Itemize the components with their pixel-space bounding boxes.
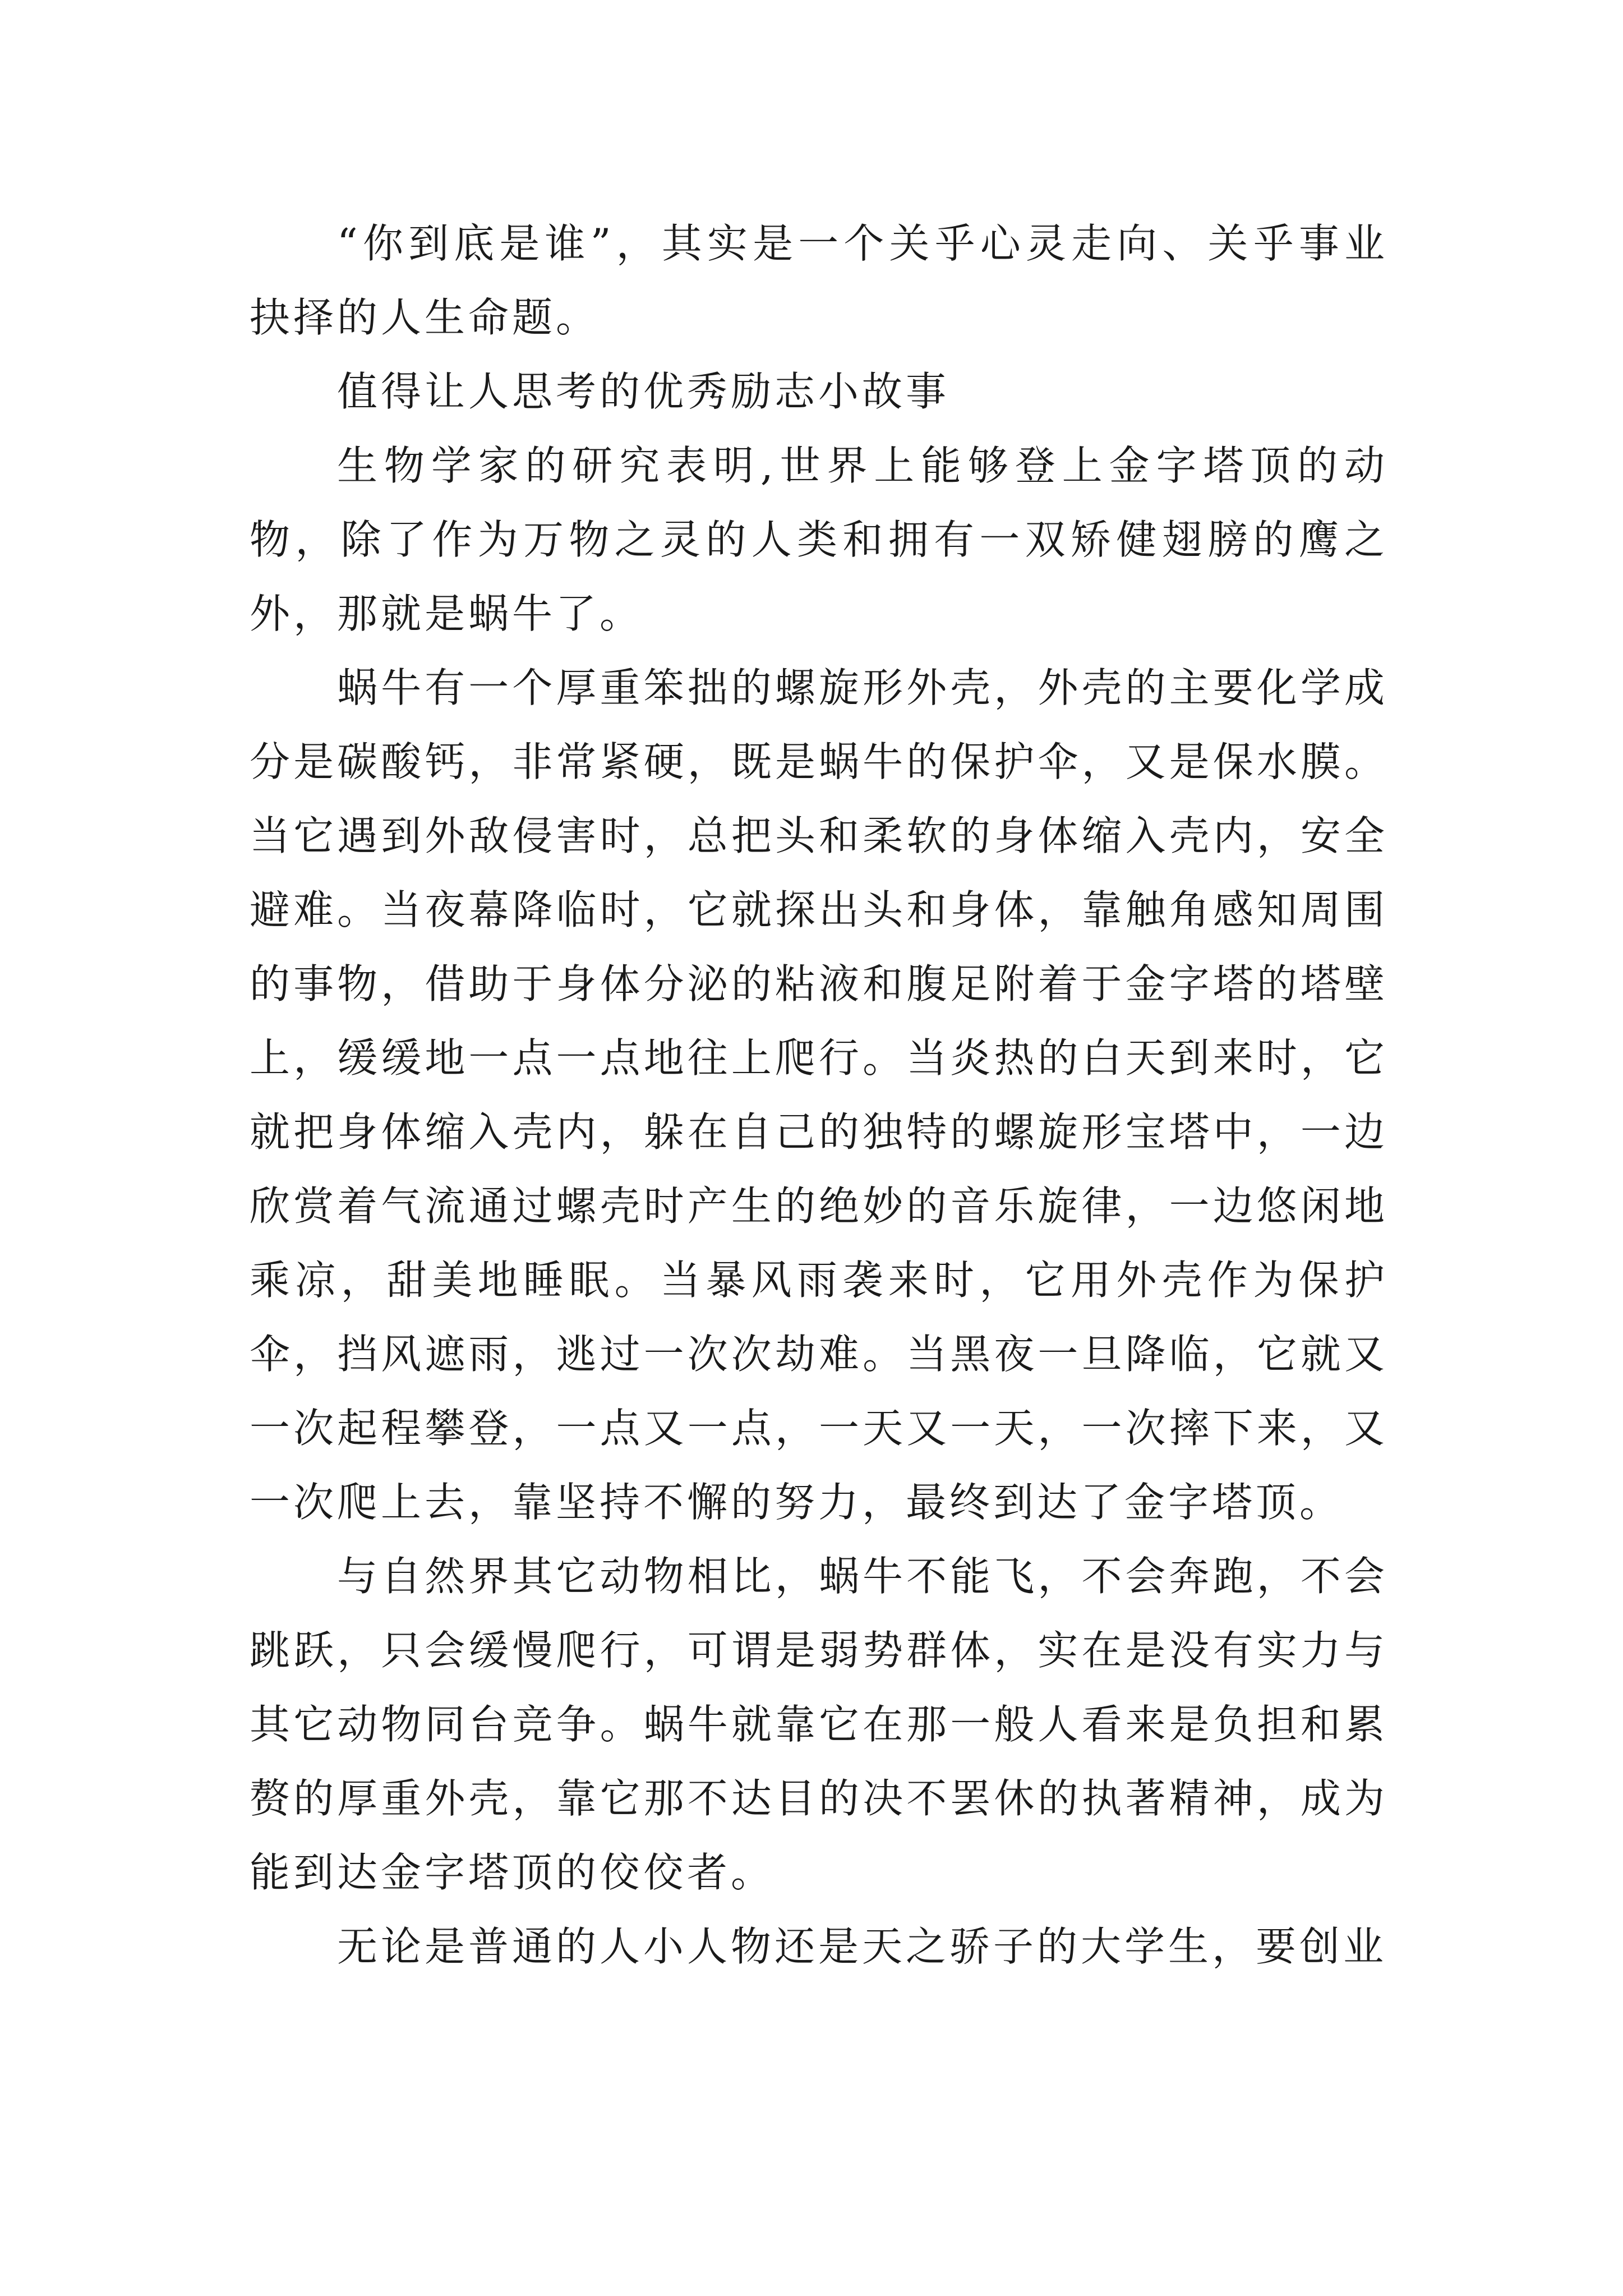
- paragraph-comparison: 与自然界其它动物相比，蜗牛不能飞，不会奔跑，不会跳跃，只会缓慢爬行，可谓是弱势群体，实在是没有实力与其它动物同台竞争。蜗牛就靠它在那一般人看来是负担和累赘的厚重外壳，靠它那不达目的决不罢休的执著精神，成为能到达金字塔顶的佼佼者。: [250, 1553, 1388, 1896]
- paragraph-intro: 生物学家的研究表明,世界上能够登上金字塔顶的动物，除了作为万物之灵的人类和拥有一双矫健翅膀的鹰之外，那就是蜗牛了。: [250, 442, 1388, 637]
- paragraph-conclusion-start: 无论是普通的人小人物还是天之骄子的大学生，要创业: [337, 1923, 1387, 1970]
- paragraph-question: “你到底是谁”，其实是一个关乎心灵走向、关乎事业抉择的人生命题。: [250, 220, 1388, 341]
- document-body: [250, 206, 1388, 1984]
- story-heading: 值得让人思考的优秀励志小故事: [337, 368, 950, 415]
- paragraph-snail-shell: 蜗牛有一个厚重笨拙的螺旋形外壳，外壳的主要化学成分是碳酸钙，非常紧硬，既是蜗牛的保护伞，又是保水膜。当它遇到外敌侵害时，总把头和柔软的身体缩入壳内，安全避难。当夜幕降临时，它就探出头和身体，靠触角感知周围的事物，借助于身体分泌的粘液和腹足附着于金字塔的塔壁上，缓缓地一点一点地往上爬行。当炎热的白天到来时，它就把身体缩入壳内，躲在自己的独特的螺旋形宝塔中，一边欣赏着气流通过螺壳时产生的绝妙的音乐旋律，一边悠闲地乘凉，甜美地睡眠。当暴风雨袭来时，它用外壳作为保护伞，挡风遮雨，逃过一次次劫难。当黑夜一旦降临，它就又一次起程攀登，一点又一点，一天又一天，一次摔下来，又一次爬上去，靠坚持不懈的努力，最终到达了金字塔顶。: [250, 664, 1388, 1526]
